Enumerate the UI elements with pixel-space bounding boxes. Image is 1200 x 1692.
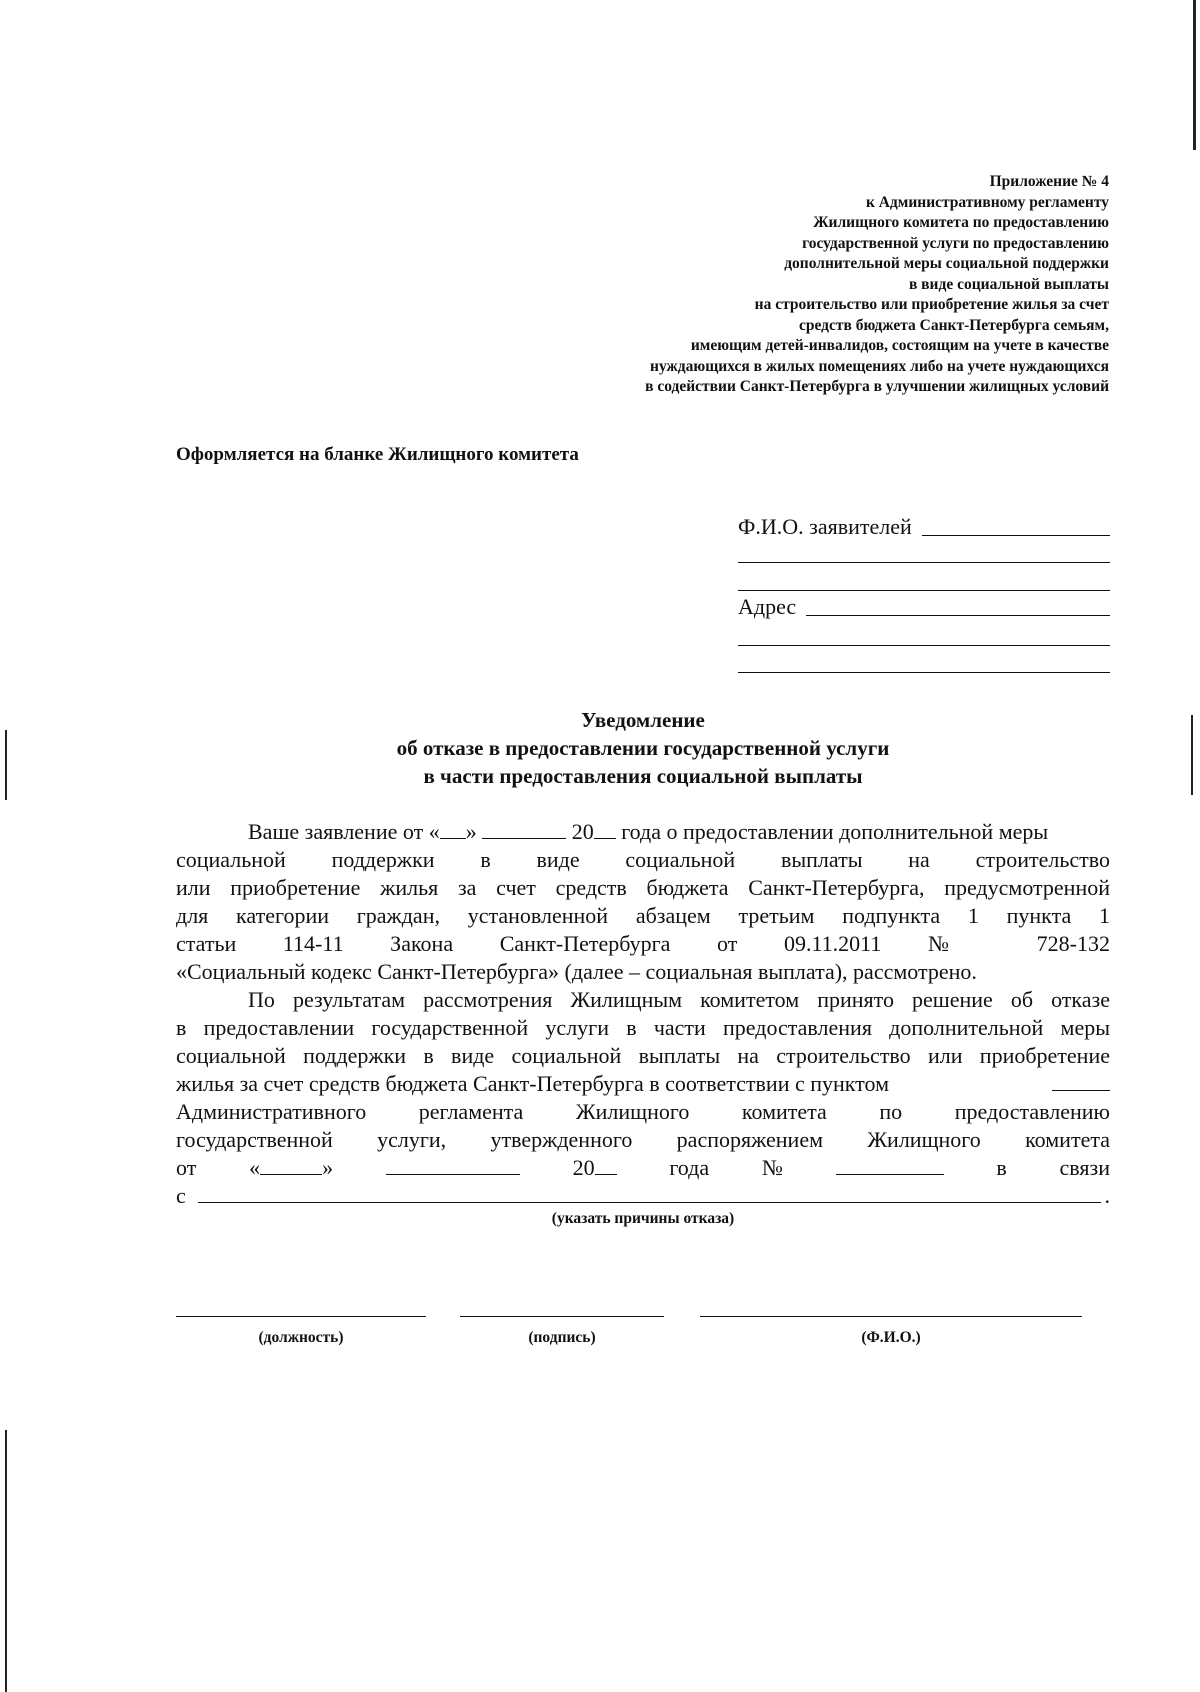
text-fragment: от <box>176 1155 197 1180</box>
title-line: в части предоставления социальной выплаты <box>423 764 863 788</box>
scan-edge-left-bottom <box>5 1430 7 1692</box>
scan-edge-right <box>1193 0 1196 150</box>
scan-edge-left <box>5 730 7 800</box>
paragraph2-line: государственной услуги, утвержденного распоряжением Жилищного комитета <box>176 1127 1110 1152</box>
text-fragment: № <box>761 1155 783 1180</box>
order-month-blank[interactable] <box>386 1156 520 1175</box>
appendix-line: на строительство или приобретение жилья за счет <box>754 296 1109 313</box>
scan-edge-right-lower <box>1191 715 1193 795</box>
text-fragment: 20 <box>572 1155 595 1180</box>
paragraph1-line: статьи 114-11 Закона Санкт-Петербурга от 09.11.2011 № 728-132 <box>176 931 1110 956</box>
paragraph1-line: или приобретение жилья за счет средств бюджета Санкт-Петербурга, предусмотренной <box>176 875 1110 900</box>
year-blank[interactable] <box>594 820 616 839</box>
appendix-line: имеющим детей-инвалидов, состоящим на учете в качестве <box>690 337 1109 354</box>
text-fragment: года о предоставлении дополнительной меры <box>621 819 1049 844</box>
text-fragment: » <box>465 819 477 844</box>
signature-caption: (подпись) <box>528 1329 596 1346</box>
paragraph2-line: социальной поддержки в виде социальной выплаты на строительство или приобретение <box>176 1043 1110 1068</box>
text-fragment: жилья за счет средств бюджета Санкт-Петербурга в соответствии с пунктом <box>176 1071 890 1096</box>
text-fragment: Ваше заявление от « <box>248 819 440 844</box>
text-fragment: с <box>176 1183 186 1208</box>
paragraph1-line: для категории граждан, установленной абзацем третьим подпункта 1 пункта 1 <box>176 903 1110 928</box>
address-fill-line-2[interactable] <box>738 645 1110 646</box>
name-signature-line[interactable] <box>700 1316 1082 1317</box>
position-caption: (должность) <box>258 1329 344 1346</box>
appendix-line: государственной услуги по предоставлению <box>802 234 1109 252</box>
order-number-blank[interactable] <box>836 1156 944 1175</box>
appendix-line: Приложение № 4 <box>989 173 1109 190</box>
order-day-blank[interactable] <box>260 1156 322 1175</box>
address-fill-line[interactable] <box>806 615 1110 616</box>
order-year-blank[interactable] <box>595 1156 617 1175</box>
paragraph2-line7 <box>176 1154 1110 1182</box>
text-fragment: в <box>996 1155 1007 1180</box>
text-fragment: года <box>669 1155 710 1180</box>
paragraph1-line: «Социальный кодекс Санкт-Петербурга» (далее – социальная выплата), рассмотрено. <box>176 959 977 984</box>
applicants-fill-line[interactable] <box>922 535 1110 536</box>
address-fill-line-3[interactable] <box>738 672 1110 673</box>
appendix-line: дополнительной меры социальной поддержки <box>784 255 1109 272</box>
address-label: Адрес <box>738 594 797 619</box>
notice-title <box>176 706 1110 790</box>
appendix-line: нуждающихся в жилых помещениях либо на учете нуждающихся <box>650 357 1109 375</box>
applicants-fill-line-2[interactable] <box>738 562 1110 563</box>
blank-note: Оформляется на бланке Жилищного комитета <box>176 444 579 465</box>
month-blank[interactable] <box>482 820 566 839</box>
text-fragment: связи <box>1059 1155 1110 1180</box>
paragraph2-line: Административного регламента Жилищного комитета по предоставлению <box>176 1099 1110 1124</box>
reason-caption: (указать причины отказа) <box>551 1210 735 1227</box>
title-line: об отказе в предоставлении государственной услуги <box>396 736 890 760</box>
name-caption: (Ф.И.О.) <box>861 1329 921 1346</box>
notice-body <box>176 818 1110 1210</box>
position-signature-line[interactable] <box>176 1316 426 1317</box>
paragraph2-line4 <box>176 1070 1110 1098</box>
appendix-line: к Административному регламенту <box>865 193 1109 211</box>
address-field <box>738 590 1110 620</box>
appendix-header <box>560 172 1109 398</box>
text-fragment: . <box>1104 1183 1110 1208</box>
paragraph2-line8 <box>176 1182 1110 1210</box>
appendix-line: в содействии Санкт-Петербурга в улучшении жилищных условий <box>645 378 1109 395</box>
clause-blank[interactable] <box>1052 1072 1110 1091</box>
text-fragment: » <box>322 1155 334 1180</box>
text-fragment: « <box>249 1155 261 1180</box>
day-blank[interactable] <box>440 820 466 839</box>
title-line: Уведомление <box>581 708 705 732</box>
paragraph2-line: По результатам рассмотрения Жилищным комитетом принято решение об отказе <box>248 987 1110 1012</box>
applicants-label: Ф.И.О. заявителей <box>738 514 912 539</box>
text-fragment: 20 <box>571 819 594 844</box>
appendix-line: средств бюджета Санкт-Петербурга семьям, <box>799 316 1109 334</box>
refusal-reason-blank[interactable] <box>198 1184 1101 1203</box>
signature-line[interactable] <box>460 1316 664 1317</box>
appendix-line: в виде социальной выплаты <box>908 275 1109 293</box>
paragraph1-line: социальной поддержки в виде социальной выплаты на строительство <box>176 847 1110 872</box>
applicants-field <box>738 510 1110 540</box>
paragraph1-line1 <box>176 818 1110 846</box>
paragraph2-line: в предоставлении государственной услуги в части предоставления дополнительной меры <box>176 1015 1110 1040</box>
appendix-line: Жилищного комитета по предоставлению <box>813 214 1109 231</box>
